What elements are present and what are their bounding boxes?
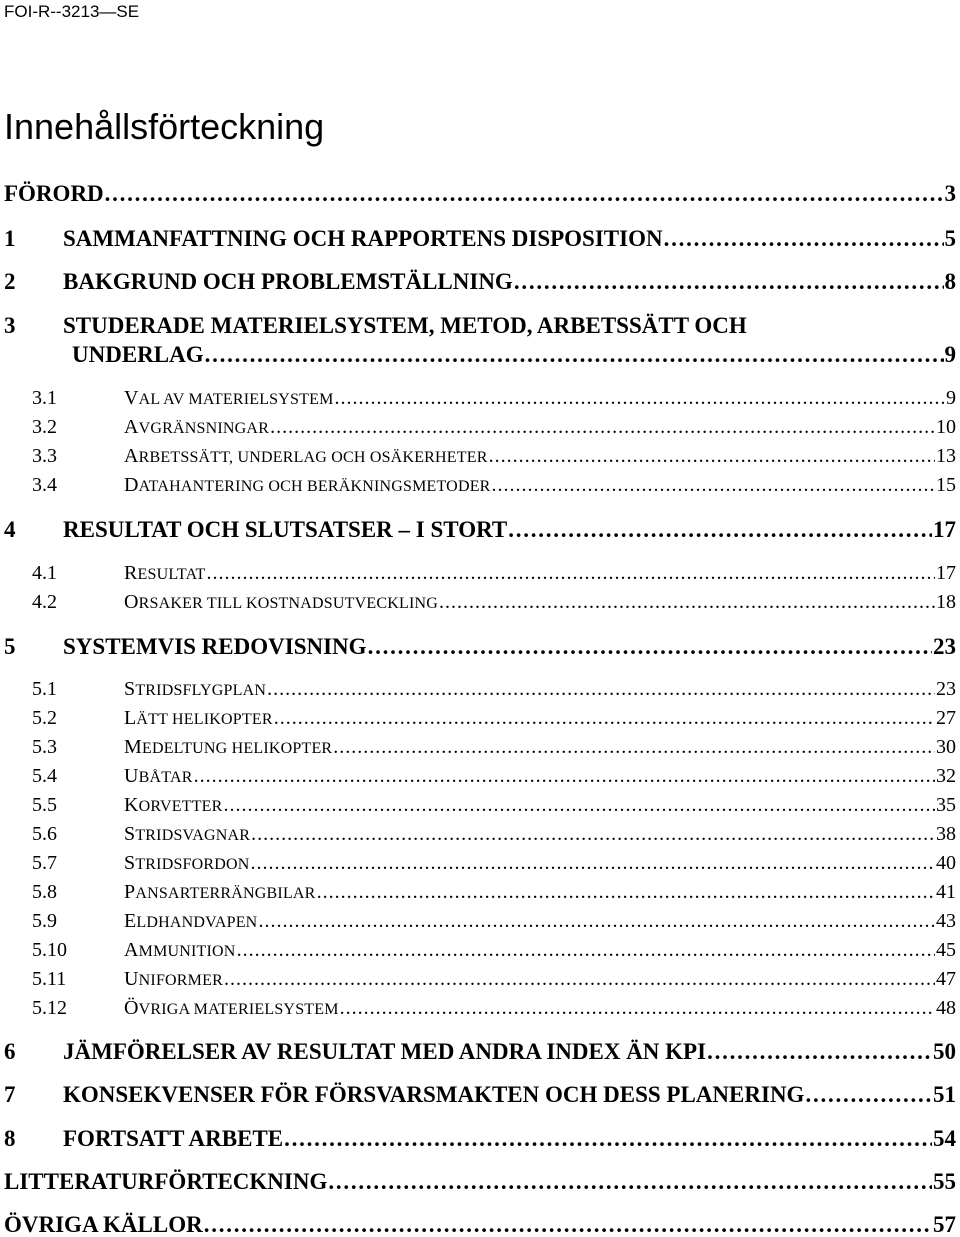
toc-label-rest: LDHANDVAPEN [136, 914, 258, 931]
toc-entry-label [124, 417, 269, 437]
toc-entry-label [124, 679, 266, 699]
dot-leader [514, 270, 944, 293]
toc-entry-number: 5.1 [32, 678, 57, 700]
toc-entry-5-12[interactable] [4, 998, 956, 1018]
toc-entry-page: 17 [936, 562, 956, 584]
toc-entry-4-1[interactable] [4, 563, 956, 583]
toc-entry-number: 7 [4, 1082, 16, 1107]
toc-entry-page: 30 [936, 736, 956, 758]
toc-entry-page: 51 [933, 1082, 956, 1107]
toc-entry-page: 23 [933, 634, 956, 659]
toc-entry-number: 3.3 [32, 445, 57, 467]
toc-label-rest: MMUNITION [138, 943, 236, 960]
toc-label-rest: RBETSSÄTT, UNDERLAG OCH OSÄKERHETER [138, 449, 488, 466]
toc-entry-ovriga-kallor[interactable] [4, 1213, 956, 1236]
toc-entry-label: JÄMFÖRELSER AV RESULTAT MED ANDRA INDEX ÄN KPI [63, 1039, 707, 1064]
toc-label-initial: K [124, 794, 139, 816]
toc-entry-page: 54 [933, 1126, 956, 1151]
toc-label-rest: ATAHANTERING OCH BERÄKNINGSMETODER [138, 478, 491, 495]
toc-entry-page: 57 [933, 1212, 956, 1237]
toc-entry-number: 2 [4, 269, 16, 294]
toc-label-initial: D [124, 474, 139, 496]
toc-label-initial: L [124, 707, 137, 729]
toc-entry-label: ÖVRIGA KÄLLOR [4, 1212, 203, 1237]
toc-entry-label [124, 911, 257, 931]
dot-leader [237, 940, 935, 960]
toc-entry-number: 5.4 [32, 765, 57, 787]
toc-entry-label: LITTERATURFÖRTECKNING [4, 1169, 328, 1194]
toc-entry-litteratur[interactable] [4, 1170, 956, 1193]
toc-entry-label [124, 592, 438, 612]
dot-leader [492, 475, 935, 495]
toc-entry-number: 3.2 [32, 416, 57, 438]
toc-entry-label [124, 737, 332, 757]
dot-leader [805, 1083, 932, 1106]
toc-entry-page: 3 [944, 181, 956, 206]
toc-label-rest: ESULTAT [137, 566, 206, 583]
toc-entry-5-11[interactable] [4, 969, 956, 989]
toc-entry-5-2[interactable] [4, 708, 956, 728]
dot-leader [508, 518, 932, 541]
toc-label-initial: A [124, 445, 139, 467]
toc-label-rest: ANSARTERRÄNGBILAR [135, 885, 316, 902]
toc-label-initial: M [124, 736, 142, 758]
toc-entry-page: 9 [946, 387, 956, 409]
dot-leader [258, 911, 935, 931]
toc-entry-label: SAMMANFATTNING OCH RAPPORTENS DISPOSITION [63, 226, 663, 251]
toc-entry-label: SYSTEMVIS REDOVISNING [63, 634, 367, 659]
toc-entry-page: 35 [936, 794, 956, 816]
toc-entry-3-3[interactable] [4, 446, 956, 466]
toc-label-rest: TRIDSFORDON [135, 856, 250, 873]
toc-entry-label [124, 853, 250, 873]
toc-entry-page: 15 [936, 474, 956, 496]
toc-entry-8[interactable] [4, 1127, 956, 1150]
toc-entry-label [124, 446, 488, 466]
toc-entry-number: 8 [4, 1126, 16, 1151]
toc-entry-5-6[interactable] [4, 824, 956, 844]
dot-leader [335, 388, 946, 408]
toc-entry-page: 38 [936, 823, 956, 845]
page-title: Innehållsförteckning [4, 106, 325, 147]
dot-leader [194, 766, 935, 786]
toc-entry-5-8[interactable] [4, 882, 956, 902]
toc-entry-5-4[interactable] [4, 766, 956, 786]
dot-leader [224, 795, 935, 815]
dot-leader [333, 737, 935, 757]
dot-leader [317, 882, 935, 902]
toc-entry-label-line2: UNDERLAG [72, 342, 204, 367]
toc-entry-5-3[interactable] [4, 737, 956, 757]
toc-entry-number: 6 [4, 1039, 16, 1064]
toc-label-rest: TRIDSFLYGPLAN [135, 682, 267, 699]
toc-entry-number: 4.2 [32, 591, 57, 613]
toc-label-initial: O [124, 591, 139, 613]
toc-label-initial: V [124, 387, 139, 409]
toc-label-rest: BÅTAR [138, 769, 193, 786]
toc-entry-2[interactable] [4, 270, 956, 293]
toc-entry-forord[interactable] [4, 182, 956, 205]
toc-entry-page: 47 [936, 968, 956, 990]
toc-label-initial: S [124, 852, 136, 874]
toc-label-rest: EDELTUNG HELIKOPTER [141, 740, 333, 757]
toc-entry-number: 5.9 [32, 910, 57, 932]
toc-entry-label: FORTSATT ARBETE [63, 1126, 284, 1151]
toc-entry-number: 1 [4, 226, 16, 251]
toc-entry-number: 5 [4, 634, 16, 659]
toc-entry-4[interactable] [4, 518, 956, 541]
toc-label-initial: E [124, 910, 137, 932]
toc-entry-page: 50 [933, 1039, 956, 1064]
toc-label-initial: A [124, 416, 139, 438]
toc-entry-number: 3.1 [32, 387, 57, 409]
toc-entry-page: 32 [936, 765, 956, 787]
toc-entry-number: 5.11 [32, 968, 67, 990]
toc-entry-page: 17 [933, 517, 956, 542]
toc-entry-5[interactable] [4, 635, 956, 658]
toc-entry-page: 18 [936, 591, 956, 613]
toc-entry-label: RESULTAT OCH SLUTSATSER – I STORT [63, 517, 508, 542]
toc-entry-number: 4.1 [32, 562, 57, 584]
dot-leader [267, 679, 935, 699]
toc-entry-page: 9 [944, 342, 956, 367]
dot-leader [207, 563, 935, 583]
toc-entry-3[interactable] [4, 314, 956, 366]
dot-leader [707, 1040, 932, 1063]
toc-entry-label: FÖRORD [4, 181, 104, 206]
toc-entry-label [124, 969, 223, 989]
toc-label-rest: ÄTT HELIKOPTER [136, 711, 273, 728]
toc-entry-5-5[interactable] [4, 795, 956, 815]
toc-entry-page: 5 [944, 226, 956, 251]
toc-entry-label [124, 708, 273, 728]
dot-leader [205, 343, 944, 366]
toc-entry-label [124, 882, 316, 902]
toc-label-initial: S [124, 678, 136, 700]
toc-entry-page: 43 [936, 910, 956, 932]
toc-entry-page: 8 [944, 269, 956, 294]
toc-entry-page: 23 [936, 678, 956, 700]
dot-leader [105, 182, 944, 205]
toc-label-initial: U [124, 765, 139, 787]
toc-entry-5-7[interactable] [4, 853, 956, 873]
toc-label-rest: RSAKER TILL KOSTNADSUTVECKLING [138, 595, 438, 612]
dot-leader [224, 969, 935, 989]
toc-entry-label [124, 766, 193, 786]
toc-entry-3-1[interactable] [4, 388, 956, 408]
toc-label-rest: VRIGA MATERIELSYSTEM [138, 1001, 339, 1018]
toc-label-rest: TRIDSVAGNAR [135, 827, 251, 844]
dot-leader [251, 853, 935, 873]
toc-entry-number: 3 [4, 313, 16, 338]
toc-entry-page: 48 [936, 997, 956, 1019]
toc-label-rest: VGRÄNSNINGAR [138, 420, 270, 437]
dot-leader [204, 1213, 932, 1236]
toc-entry-number: 5.8 [32, 881, 57, 903]
toc-entry-page: 27 [936, 707, 956, 729]
dot-leader [368, 635, 932, 658]
toc-entry-label: BAKGRUND OCH PROBLEMSTÄLLNING [63, 269, 513, 294]
toc-entry-number: 5.2 [32, 707, 57, 729]
report-id: FOI-R--3213—SE [4, 2, 140, 21]
toc-entry-number: 5.3 [32, 736, 57, 758]
toc-entry-6[interactable] [4, 1040, 956, 1063]
toc-entry-page: 45 [936, 939, 956, 961]
toc-entry-label [124, 388, 334, 408]
toc-label-rest: AL AV MATERIELSYSTEM [138, 391, 334, 408]
toc-entry-page: 55 [933, 1169, 956, 1194]
toc-entry-4-2[interactable] [4, 592, 956, 612]
toc-entry-number: 5.6 [32, 823, 57, 845]
dot-leader [284, 1127, 932, 1150]
toc-entry-number: 5.7 [32, 852, 57, 874]
toc-entry-number: 4 [4, 517, 16, 542]
dot-leader [439, 592, 935, 612]
toc-label-rest: NIFORMER [138, 972, 223, 989]
dot-leader [270, 417, 935, 437]
toc-label-initial: A [124, 939, 139, 961]
toc-entry-5-1[interactable] [4, 679, 956, 699]
toc-entry-label [124, 795, 223, 815]
toc-entry-1[interactable] [4, 227, 956, 250]
toc-label-initial: R [124, 562, 138, 584]
toc-entry-number: 5.12 [32, 997, 67, 1019]
toc-entry-3-4[interactable] [4, 475, 956, 495]
toc-label-initial: Ö [124, 997, 139, 1019]
toc-entry-page: 40 [936, 852, 956, 874]
toc-entry-label [124, 998, 339, 1018]
toc-entry-number: 5.10 [32, 939, 67, 961]
toc-entry-label [124, 940, 236, 960]
dot-leader [328, 1170, 932, 1193]
dot-leader [489, 446, 935, 466]
toc-label-initial: U [124, 968, 139, 990]
toc-entry-number: 5.5 [32, 794, 57, 816]
toc-entry-5-9[interactable] [4, 911, 956, 931]
toc-entry-3-2[interactable] [4, 417, 956, 437]
toc-entry-label: KONSEKVENSER FÖR FÖRSVARSMAKTEN OCH DESS PLANERING [63, 1082, 805, 1107]
toc-entry-number: 3.4 [32, 474, 57, 496]
toc-label-rest: ORVETTER [138, 798, 223, 815]
toc-entry-page: 10 [936, 416, 956, 438]
toc-entry-7[interactable] [4, 1083, 956, 1106]
toc-entry-5-10[interactable] [4, 940, 956, 960]
toc-entry-page: 13 [936, 445, 956, 467]
toc-label-initial: S [124, 823, 136, 845]
toc-entry-label [124, 824, 250, 844]
dot-leader [664, 227, 944, 250]
dot-leader [274, 708, 935, 728]
toc-entry-label [124, 475, 491, 495]
toc-entry-page: 41 [936, 881, 956, 903]
toc-entry-label-line1: STUDERADE MATERIELSYSTEM, METOD, ARBETSSÄTT OCH [63, 313, 747, 338]
dot-leader [251, 824, 935, 844]
toc-label-initial: P [124, 881, 136, 903]
toc-entry-label [124, 563, 206, 583]
dot-leader [340, 998, 935, 1018]
